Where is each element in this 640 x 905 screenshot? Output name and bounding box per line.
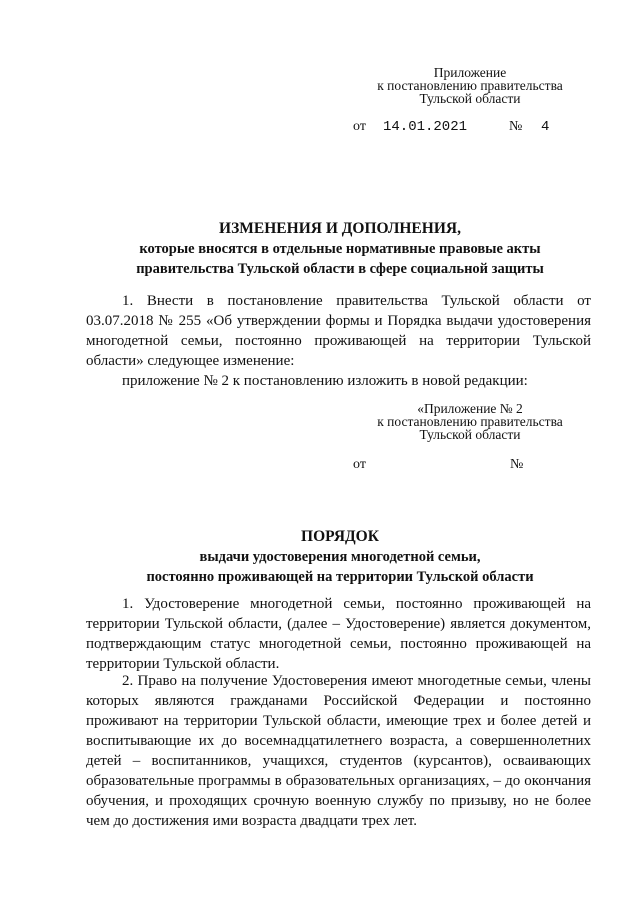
inner-number-prefix: № <box>510 457 524 472</box>
appendix-line: Приложение <box>433 65 507 80</box>
order-paragraph-1: 1. Удостоверение многодетной семьи, постоянно проживающей на территории Тульской области, (далее – Удостоверение) является документом, подтверждающим статус многодетной семьи, постоянно проживающей на территории Тульской области. <box>86 596 591 672</box>
document-number: 4 <box>541 119 550 135</box>
date-prefix: от <box>353 119 366 134</box>
heading-line: которые вносятся в отдельные нормативные правовые акты <box>139 241 541 257</box>
appendix-line: «Приложение № 2 <box>417 401 523 416</box>
heading-line: ИЗМЕНЕНИЯ И ДОПОЛНЕНИЯ, <box>219 220 461 237</box>
heading-line: правительства Тульской области в сфере социальной защиты <box>136 261 544 277</box>
appendix-line: к постановлению правительства <box>377 78 563 93</box>
document-date: 14.01.2021 <box>383 119 468 135</box>
heading-line: ПОРЯДОК <box>301 528 379 545</box>
appendix-line: к постановлению правительства <box>377 414 563 429</box>
appendix-line: Тульской области <box>419 91 521 106</box>
order-heading <box>90 527 590 587</box>
appendix-line: Тульской области <box>419 427 521 442</box>
order-paragraph-2: 2. Право на получение Удостоверения имеют многодетные семьи, члены которых являются гражданами Российской Федерации и постоянно проживают на территории Тульской области, имеющие трех и более детей и воспитывающие их до восемнадцатилетнего возраста, а совершеннолетних детей – воспитанников, учащихся, студентов (курсантов), осваивающих образовательные программы в образовательных организациях, – до окончания обучения, и проходящих срочную военную службу по призыву, но не более чем до достижения ими возраста двадцати трех лет. <box>86 673 591 829</box>
inner-appendix <box>340 402 600 441</box>
appendix-header <box>340 66 600 105</box>
inner-date-prefix: от <box>353 457 366 472</box>
main-heading <box>90 219 590 279</box>
heading-line: выдачи удостоверения многодетной семьи, <box>199 549 481 565</box>
number-prefix: № <box>509 119 523 134</box>
paragraph-amendment-note: приложение № 2 к постановлению изложить в новой редакции: <box>122 373 528 389</box>
heading-line: постоянно проживающей на территории Тульской области <box>146 569 534 585</box>
paragraph-amendment: 1. Внести в постановление правительства Тульской области от 03.07.2018 № 255 «Об утверждении формы и Порядка выдачи удостоверения многодетной семьи, постоянно проживающей на территории Тульской области» следующее изменение: <box>86 293 591 369</box>
